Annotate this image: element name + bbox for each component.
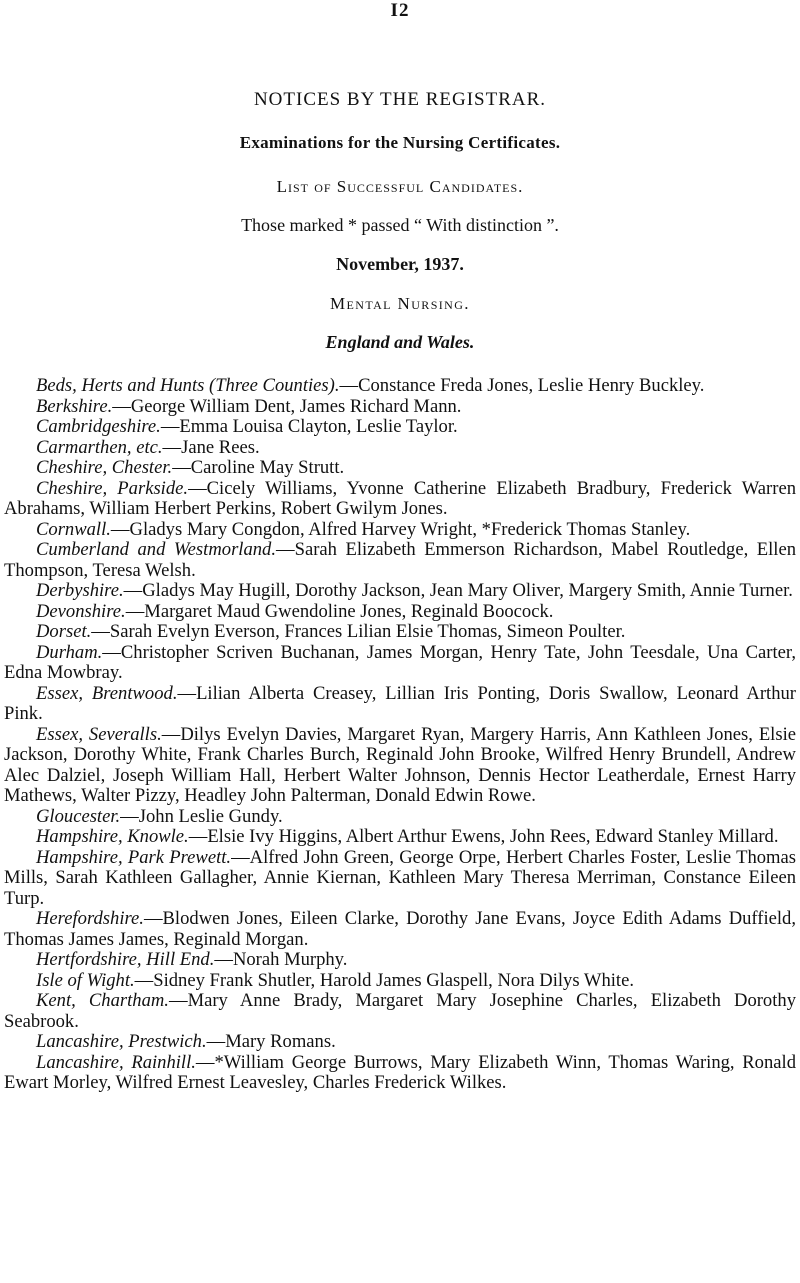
county-name: Cheshire, Chester. xyxy=(36,457,173,478)
candidate-entry xyxy=(4,1032,796,1053)
candidate-entry xyxy=(4,540,796,581)
candidate-names: —Sarah Evelyn Everson, Frances Lilian Elsie Thomas, Simeon Poulter. xyxy=(91,621,626,642)
candidate-names: —John Leslie Gundy. xyxy=(120,805,283,827)
candidate-names: —Gladys May Hugill, Dorothy Jackson, Jean Mary Oliver, Margery Smith, Annie Turner. xyxy=(123,580,793,601)
section-heading: Mental Nursing. xyxy=(330,294,470,313)
candidate-entry xyxy=(4,950,796,971)
candidate-names: —Elsie Ivy Higgins, Albert Arthur Ewens, John Rees, Edward Stanley Millard. xyxy=(188,826,779,847)
county-name: Derbyshire. xyxy=(36,580,124,601)
county-name: Cornwall. xyxy=(36,518,111,540)
county-name: Hampshire, Knowle. xyxy=(36,826,189,847)
distinction-note: Those marked * passed “ With distinction ”. xyxy=(241,215,559,235)
county-name: Beds, Herts and Hunts (Three Counties). xyxy=(36,375,340,396)
candidate-entry xyxy=(4,643,796,684)
candidate-names: —Lilian Alberta Creasey, Lillian Iris Ponting, Doris Swallow, Leonard Arthur Pink. xyxy=(4,682,796,724)
county-name: Berkshire. xyxy=(36,395,113,417)
candidate-names: —*William George Burrows, Mary Elizabeth Winn, Thomas Waring, Ronald Ewart Morley, Wilfred Ernest Leavesley, Charles Frederick Wilkes. xyxy=(4,1051,796,1093)
county-name: Devonshire. xyxy=(36,600,126,622)
county-name: Carmarthen, etc. xyxy=(36,436,163,458)
subtitle: Examinations for the Nursing Certificates. xyxy=(239,133,561,152)
candidate-names: —Blodwen Jones, Eileen Clarke, Dorothy Jane Evans, Joyce Edith Adams Duffield, Thomas James James, Reginald Morgan. xyxy=(4,908,796,950)
county-name: Cambridgeshire. xyxy=(36,416,161,437)
candidate-entry xyxy=(4,479,796,520)
candidate-names: —Margaret Maud Gwendoline Jones, Reginald Boocock. xyxy=(125,600,554,622)
exam-date: November, 1937. xyxy=(336,254,464,274)
candidate-entry xyxy=(4,725,796,807)
candidate-entry xyxy=(4,438,796,459)
candidate-names: —Emma Louisa Clayton, Leslie Taylor. xyxy=(160,416,458,437)
candidate-entry xyxy=(4,397,796,418)
county-name: Hertfordshire, Hill End. xyxy=(36,949,215,970)
candidate-entry xyxy=(4,684,796,725)
page-title: NOTICES BY THE REGISTRAR. xyxy=(253,89,547,110)
candidate-entry xyxy=(4,909,796,950)
county-name: Cheshire, Parkside. xyxy=(36,477,189,499)
candidate-names: —Jane Rees. xyxy=(162,436,260,458)
candidate-names: —Norah Murphy. xyxy=(214,949,348,970)
candidate-entry xyxy=(4,581,796,602)
candidate-names: —Sidney Frank Shutler, Harold James Glaspell, Nora Dilys White. xyxy=(134,969,634,991)
county-name: Lancashire, Rainhill. xyxy=(36,1051,196,1073)
candidate-entry xyxy=(4,971,796,992)
page-number: I2 xyxy=(390,0,410,21)
region-heading: England and Wales. xyxy=(325,332,475,352)
county-name: Kent, Chartham. xyxy=(36,990,169,1011)
candidate-list xyxy=(4,376,796,1094)
candidate-entry xyxy=(4,602,796,623)
county-name: Gloucester. xyxy=(36,805,121,827)
candidate-names: —Sarah Elizabeth Emmerson Richardson, Mabel Routledge, Ellen Thompson, Teresa Welsh. xyxy=(4,539,796,581)
candidate-entry xyxy=(4,376,796,397)
county-name: Durham. xyxy=(36,641,103,663)
candidate-entry xyxy=(4,991,796,1032)
county-name: Cumberland and Westmorland. xyxy=(36,539,277,560)
candidate-entry xyxy=(4,807,796,828)
candidate-names: —Caroline May Strutt. xyxy=(172,457,345,478)
candidate-names: —Gladys Mary Congdon, Alfred Harvey Wright, *Frederick Thomas Stanley. xyxy=(110,518,691,540)
candidate-names: —Mary Romans. xyxy=(206,1031,336,1052)
county-name: Hampshire, Park Prewett. xyxy=(36,846,232,868)
candidate-entry xyxy=(4,1053,796,1094)
list-heading: List of Successful Candidates. xyxy=(276,177,524,196)
candidate-names: —Christopher Scriven Buchanan, James Morgan, Henry Tate, John Teesdale, Una Carter, Edna Mowbray. xyxy=(4,641,796,683)
candidate-entry xyxy=(4,622,796,643)
county-name: Essex, Brentwood. xyxy=(36,682,178,704)
candidate-entry xyxy=(4,827,796,848)
candidate-entry xyxy=(4,520,796,541)
county-name: Isle of Wight. xyxy=(36,969,135,991)
candidate-names: —George William Dent, James Richard Mann. xyxy=(112,395,462,417)
candidate-names: —Cicely Williams, Yvonne Catherine Elizabeth Bradbury, Frederick Warren Abrahams, William Herbert Perkins, Robert Gwilym Jones. xyxy=(4,477,796,519)
candidate-entry xyxy=(4,848,796,910)
candidate-names: —Alfred John Green, George Orpe, Herbert Charles Foster, Leslie Thomas Mills, Sarah Kathleen Gallagher, Annie Kiernan, Kathleen Mary Theresa Merriman, Constance Eileen Turp. xyxy=(4,846,796,909)
county-name: Essex, Severalls. xyxy=(36,723,162,745)
county-name: Herefordshire. xyxy=(36,908,144,929)
candidate-entry xyxy=(4,417,796,438)
county-name: Dorset. xyxy=(36,621,92,642)
county-name: Lancashire, Prestwich. xyxy=(36,1031,207,1052)
candidate-entry xyxy=(4,458,796,479)
candidate-names: —Constance Freda Jones, Leslie Henry Buckley. xyxy=(339,375,705,396)
candidate-names: —Mary Anne Brady, Margaret Mary Josephine Charles, Elizabeth Dorothy Seabrook. xyxy=(4,990,796,1032)
candidate-names: —Dilys Evelyn Davies, Margaret Ryan, Margery Harris, Ann Kathleen Jones, Elsie Jackson, Dorothy White, Frank Charles Burch, Reginald John Brooke, Wilfred Henry Brundell, Andrew Alec Dalziel, Joseph William Hall, Herbert Walter Johnson, Dennis Hector Leatherdale, Ernest Harry Mathews, Walter Pizzy, Headley John Palterman, Donald Edwin Rowe. xyxy=(4,723,796,806)
